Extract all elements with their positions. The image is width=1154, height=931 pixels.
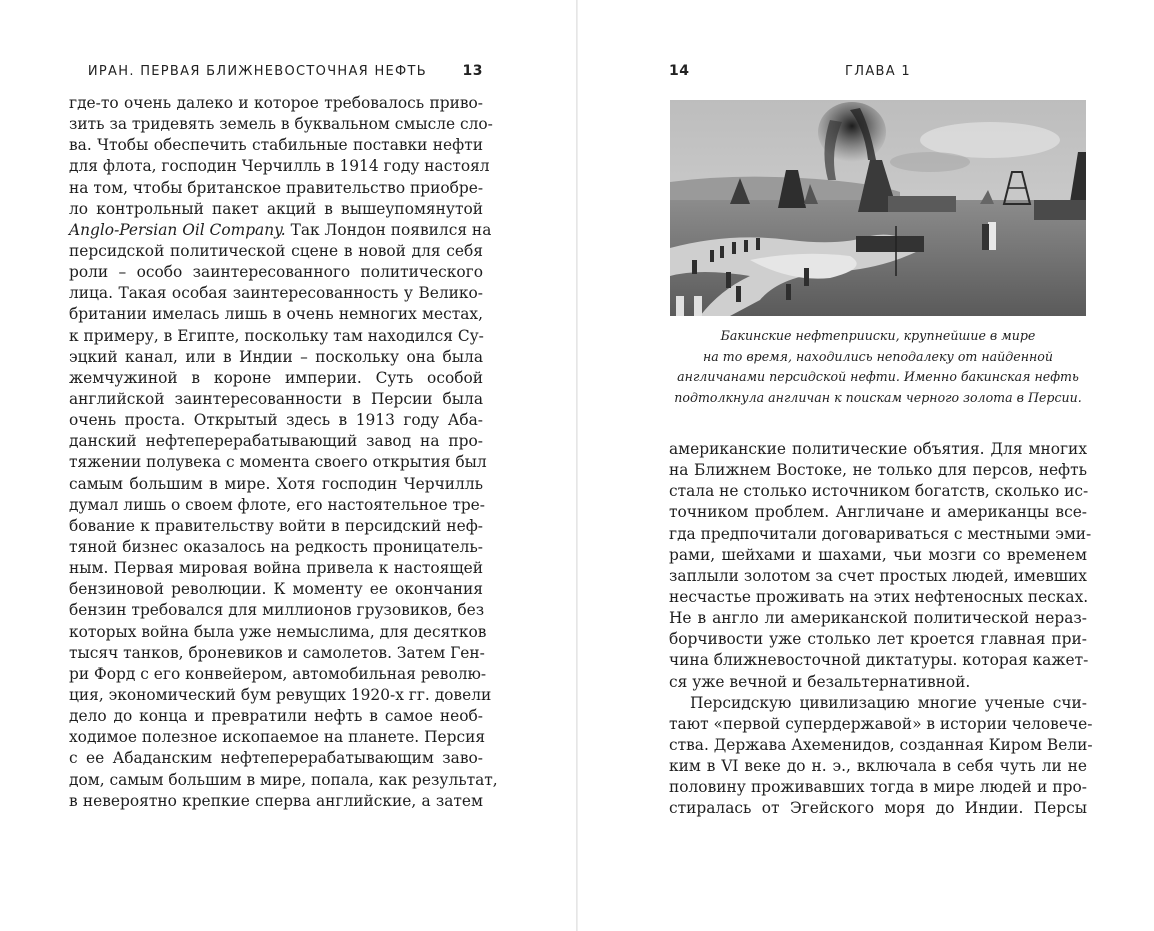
text-line: ва. Чтобы обеспечить стабильные поставки нефти [69,136,483,155]
caption-line: подтолкнула англичан к поискам черного золота в Персии. [674,389,1082,405]
caption-line: Бакинские нефтеприиски, крупнейшие в мире [720,328,1036,343]
text-line: рами, шейхами и шахами, чьи мозги со временем [669,545,1087,564]
running-head-title: ИРАН. ПЕРВАЯ БЛИЖНЕВОСТОЧНАЯ НЕФТЬ [87,64,427,79]
text-line: ства. Держава Ахеменидов, созданная Киром Вели- [669,735,1093,754]
text-line: тают «первой супердержавой» в истории человече- [669,714,1093,733]
text-line: тяной бизнес оказалось на редкость проницатель- [69,537,483,556]
text-line: ным. Первая мировая война привела к настоящей [69,559,483,578]
text-line: ся уже вечной и безальтернативной. [669,672,971,691]
text-line: американские политические объятия. Для многих [669,440,1087,458]
caption-line: на то время, находились неподалеку от найденной [703,348,1053,364]
body-text-right [669,439,1093,820]
text-line: заплыли золотом за счет простых людей, имевших [669,566,1087,585]
left-page [0,0,576,931]
text-line: думал лишь о своем флоте, его настоятельное тре- [69,495,485,514]
text-line: стиралась от Эгейского моря до Индии. Персы [669,799,1087,818]
text-line: роли – особо заинтересованного политического [69,263,483,282]
text-line-with-italic [69,220,492,241]
text-line: английской заинтересованности в Персии была [69,389,483,408]
text-line: зить за тридевять земель в буквальном смысле сло- [69,115,493,134]
text-line: точником проблем. Англичане и американцы все- [669,503,1087,522]
text-line: гда предпочитали договариваться с местными эми- [669,524,1092,543]
text-line: для флота, господин Черчилль в 1914 году настоял [69,157,490,176]
text-line: ло контрольный пакет акций в вышеупомянутой [69,199,483,218]
text-line: тяжении полувека с момента своего открытия был [69,453,487,472]
text-line: Не в англо ли американской политической нераз- [669,609,1087,628]
running-head-left [69,64,483,84]
baku-oilfield-photo [670,100,1086,316]
text-line: где-то очень далеко и которое требовалось приво- [69,94,483,112]
right-page [578,0,1154,931]
text-line: ри Форд с его конвейером, автомобильная револю- [69,664,487,683]
text-line: дом, самым большим в мире, попала, как результат, [69,770,498,789]
text-line: британии имелась лишь в очень немногих местах, [69,305,483,324]
paragraph-start-line: Персидскую цивилизацию многие ученые счи- [690,693,1087,712]
text-line: тысяч танков, броневиков и самолетов. Затем Ген- [69,643,485,662]
text-line: персидской политической сцене в новой для себя [69,241,483,260]
text-line: бензин требовался для миллионов грузовиков, без [69,601,485,620]
page-number: 13 [462,63,483,79]
caption-line: англичанами персидской нефти. Именно бакинская нефть [677,369,1079,384]
text-line: дело до конца и превратили нефть в самое необ- [69,707,483,726]
text-line: к примеру, в Египте, поскольку там находился Су- [69,326,484,345]
text-line: бензиновой революции. К моменту ее окончания [69,580,483,599]
text-line: на Ближнем Востоке, не только для персов, нефть [669,461,1087,480]
text-line: очень проста. Открытый здесь в 1913 году Аба- [69,411,483,430]
text-line: ходимое полезное ископаемое на планете. Персия [69,728,486,747]
page-number: 14 [669,63,690,79]
text-line: данский нефтеперерабатывающий завод на про- [69,432,483,451]
text-line: лица. Такая особая заинтересованность у Велико- [69,284,483,303]
text-line: чина ближневосточной диктатуры. которая кажет- [669,651,1089,670]
text-line: стала не столько источником богатств, сколько ис- [669,482,1089,501]
text-line: самым большим в мире. Хотя господин Черчилль [69,474,483,493]
company-name-italic: Anglo-Persian Oil Company. [69,220,286,239]
text-line: ция, экономический бум ревущих 1920-х гг. довели [69,685,492,704]
running-head-right [669,64,1087,84]
text-line: несчастье проживать на этих нефтеносных песках. [669,587,1089,606]
text-line: на том, чтобы британское правительство приобре- [69,178,484,197]
body-text-left [69,93,498,812]
text-line: ким в VI веке до н. э., включала в себя чуть ли не [669,757,1087,776]
text-line: которых война была уже немыслима, для десятков [69,622,487,641]
text-line: борчивости уже столько лет кроется главная при- [669,630,1087,649]
text-line: с ее Абаданским нефтеперерабатывающим заво- [69,749,483,768]
text-line: в невероятно крепкие сперва английские, а затем [69,791,483,810]
text-line: бование к правительству войти в персидский неф- [69,516,483,535]
running-head-title: ГЛАВА 1 [845,64,911,79]
photo-caption [669,326,1087,408]
text-line: эцкий канал, или в Индии – поскольку она была [69,347,483,366]
text-line: половину проживавших тогда в мире людей и про- [669,778,1087,797]
text-fragment: Так Лондон появился на [285,220,492,239]
text-line: жемчужиной в короне империи. Суть особой [69,368,483,387]
